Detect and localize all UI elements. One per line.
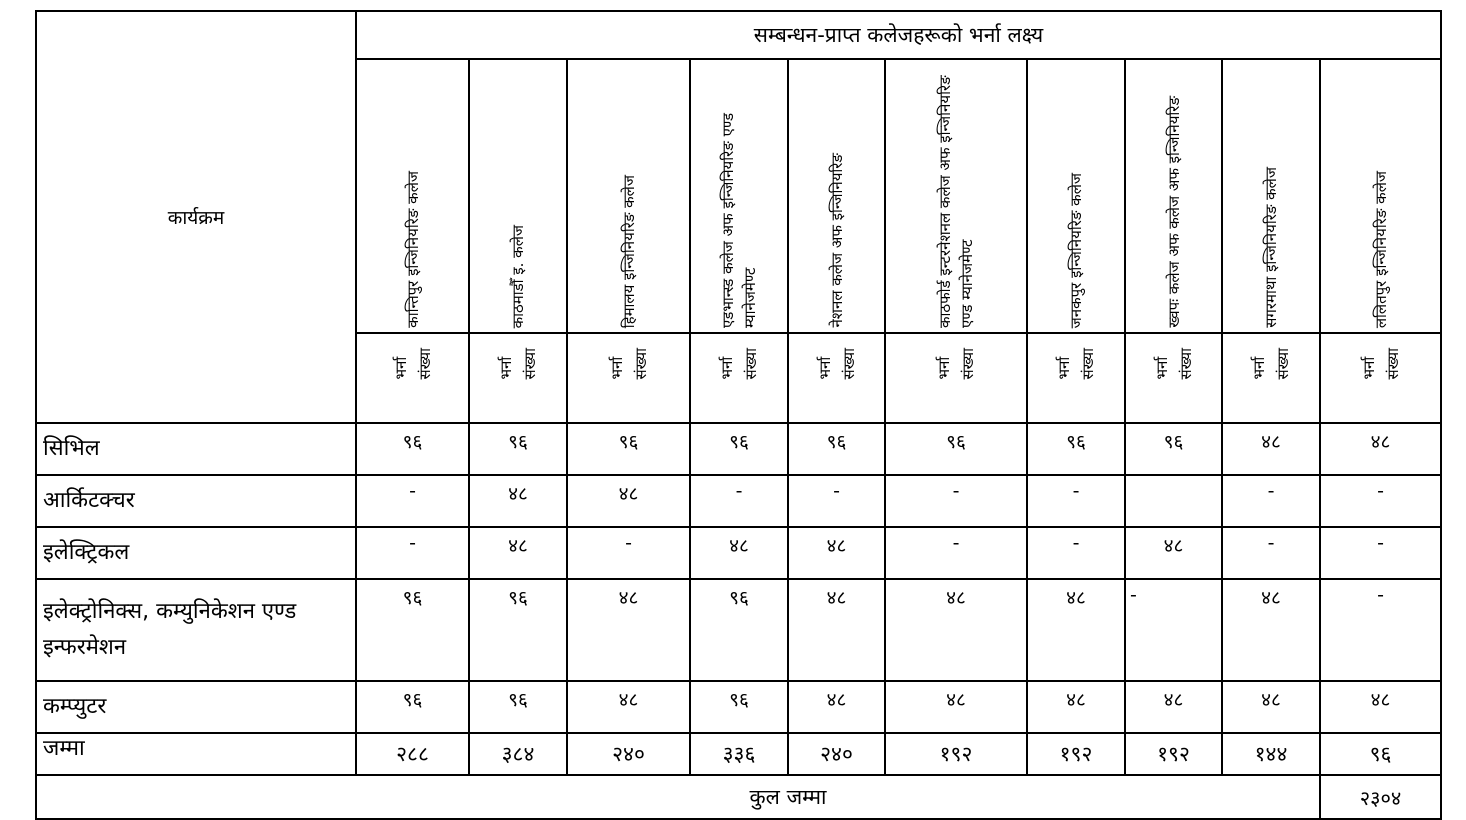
- program-column-header: कार्यक्रम: [36, 11, 356, 423]
- value-cell: ४८: [1222, 423, 1320, 475]
- value-cell: ९६: [1027, 423, 1125, 475]
- table-row: [36, 527, 1441, 579]
- value-cell: ४८: [1125, 527, 1222, 579]
- value-cell: -: [567, 527, 690, 579]
- value-cell: -: [690, 475, 788, 527]
- value-cell: ४८: [567, 475, 690, 527]
- value-cell: -: [356, 527, 469, 579]
- college-header-kathford: काठफोर्ड इन्टरनेशनल कलेज अफ इन्जिनियरिङ एण्ड म्यानेजमेण्ट: [885, 59, 1027, 333]
- value-cell: ४८: [1320, 681, 1441, 733]
- sub-header-cell: भर्ना संख्या: [788, 333, 885, 423]
- total-value: ३८४: [469, 733, 567, 775]
- value-cell: ९६: [690, 423, 788, 475]
- value-cell: -: [1125, 579, 1222, 681]
- college-header-kantipur: कान्तिपुर इन्जिनियरिङ कलेज: [356, 59, 469, 333]
- value-cell: -: [1320, 579, 1441, 681]
- total-value: २८८: [356, 733, 469, 775]
- college-header-khwopa: ख्वपः कलेज अफ कलेज अफ इन्जिनियरिङ: [1125, 59, 1222, 333]
- value-cell: ४८: [1222, 579, 1320, 681]
- grand-total-label: कुल जम्मा: [36, 775, 1320, 819]
- total-value: ३३६: [690, 733, 788, 775]
- grand-total-value: २३०४: [1320, 775, 1441, 819]
- value-cell: -: [1222, 475, 1320, 527]
- value-cell: ९६: [469, 579, 567, 681]
- college-header-himalaya: हिमालय इन्जिनियरिङ कलेज: [567, 59, 690, 333]
- total-value: १४४: [1222, 733, 1320, 775]
- sub-header-cell: भर्ना संख्या: [567, 333, 690, 423]
- value-cell: -: [885, 527, 1027, 579]
- total-value: २४०: [788, 733, 885, 775]
- value-cell: ९६: [788, 423, 885, 475]
- value-cell: ४८: [788, 579, 885, 681]
- program-name: इलेक्ट्रोनिक्स, कम्युनिकेशन एण्ड इन्फरमेशन: [36, 579, 356, 681]
- value-cell: -: [788, 475, 885, 527]
- enrollment-target-table: [35, 10, 1442, 820]
- value-cell: ४८: [1027, 681, 1125, 733]
- value-cell: ९६: [690, 579, 788, 681]
- value-cell: ९६: [356, 681, 469, 733]
- sub-header-cell: भर्ना संख्या: [469, 333, 567, 423]
- total-value: ९६: [1320, 733, 1441, 775]
- value-cell: ४८: [788, 527, 885, 579]
- total-label: जम्मा: [36, 733, 356, 775]
- value-cell: ४८: [885, 681, 1027, 733]
- value-cell: ९६: [469, 681, 567, 733]
- college-header-sagarmatha: सगरमाथा इन्जिनियरिङ कलेज: [1222, 59, 1320, 333]
- total-value: १९२: [1027, 733, 1125, 775]
- value-cell: ४८: [1027, 579, 1125, 681]
- value-cell: -: [356, 475, 469, 527]
- college-header-janakpur: जनकपुर इन्जिनियरिङ कलेज: [1027, 59, 1125, 333]
- value-cell: ४८: [1320, 423, 1441, 475]
- value-cell: ९६: [356, 423, 469, 475]
- college-header-advanced: एडभान्स्ड कलेज अफ इन्जिनियरिङ एण्ड म्यानेजमेण्ट: [690, 59, 788, 333]
- value-cell: ४८: [885, 579, 1027, 681]
- sub-header-cell: भर्ना संख्या: [1320, 333, 1441, 423]
- value-cell: ४८: [1222, 681, 1320, 733]
- group-header: सम्बन्धन-प्राप्त कलेजहरूको भर्ना लक्ष्य: [356, 11, 1441, 59]
- value-cell: ९६: [469, 423, 567, 475]
- value-cell: [1125, 475, 1222, 527]
- sub-header-cell: भर्ना संख्या: [690, 333, 788, 423]
- value-cell: ९६: [1125, 423, 1222, 475]
- value-cell: ४८: [469, 475, 567, 527]
- program-name: आर्किटक्चर: [36, 475, 356, 527]
- value-cell: ४८: [469, 527, 567, 579]
- value-cell: ४८: [690, 527, 788, 579]
- value-cell: -: [1222, 527, 1320, 579]
- sub-header-cell: भर्ना संख्या: [1125, 333, 1222, 423]
- value-cell: ४८: [788, 681, 885, 733]
- program-name: कम्प्युटर: [36, 681, 356, 733]
- college-header-lalitpur: ललितपुर इन्जिनियरिङ कलेज: [1320, 59, 1441, 333]
- value-cell: -: [1027, 527, 1125, 579]
- value-cell: ९६: [885, 423, 1027, 475]
- value-cell: ९६: [567, 423, 690, 475]
- grand-total-row: [36, 775, 1441, 819]
- total-value: २४०: [567, 733, 690, 775]
- total-value: १९२: [1125, 733, 1222, 775]
- value-cell: ४८: [1125, 681, 1222, 733]
- total-value: १९२: [885, 733, 1027, 775]
- college-header-national: नेशनल कलेज अफ इन्जिनियरिङ: [788, 59, 885, 333]
- value-cell: -: [885, 475, 1027, 527]
- value-cell: -: [1320, 475, 1441, 527]
- program-name: सिभिल: [36, 423, 356, 475]
- value-cell: ९६: [690, 681, 788, 733]
- total-row: [36, 733, 1441, 775]
- sub-header-cell: भर्ना संख्या: [1222, 333, 1320, 423]
- value-cell: -: [1320, 527, 1441, 579]
- table-row: [36, 423, 1441, 475]
- table-row: [36, 475, 1441, 527]
- college-header-kathmandu: काठमाडौँ इ. कलेज: [469, 59, 567, 333]
- value-cell: ४८: [567, 579, 690, 681]
- sub-header-cell: भर्ना संख्या: [1027, 333, 1125, 423]
- table-row: [36, 681, 1441, 733]
- sub-header-cell: भर्ना संख्या: [356, 333, 469, 423]
- value-cell: ४८: [567, 681, 690, 733]
- value-cell: -: [1027, 475, 1125, 527]
- value-cell: ९६: [356, 579, 469, 681]
- sub-header-cell: भर्ना संख्या: [885, 333, 1027, 423]
- program-name: इलेक्ट्रिकल: [36, 527, 356, 579]
- table-row: [36, 579, 1441, 681]
